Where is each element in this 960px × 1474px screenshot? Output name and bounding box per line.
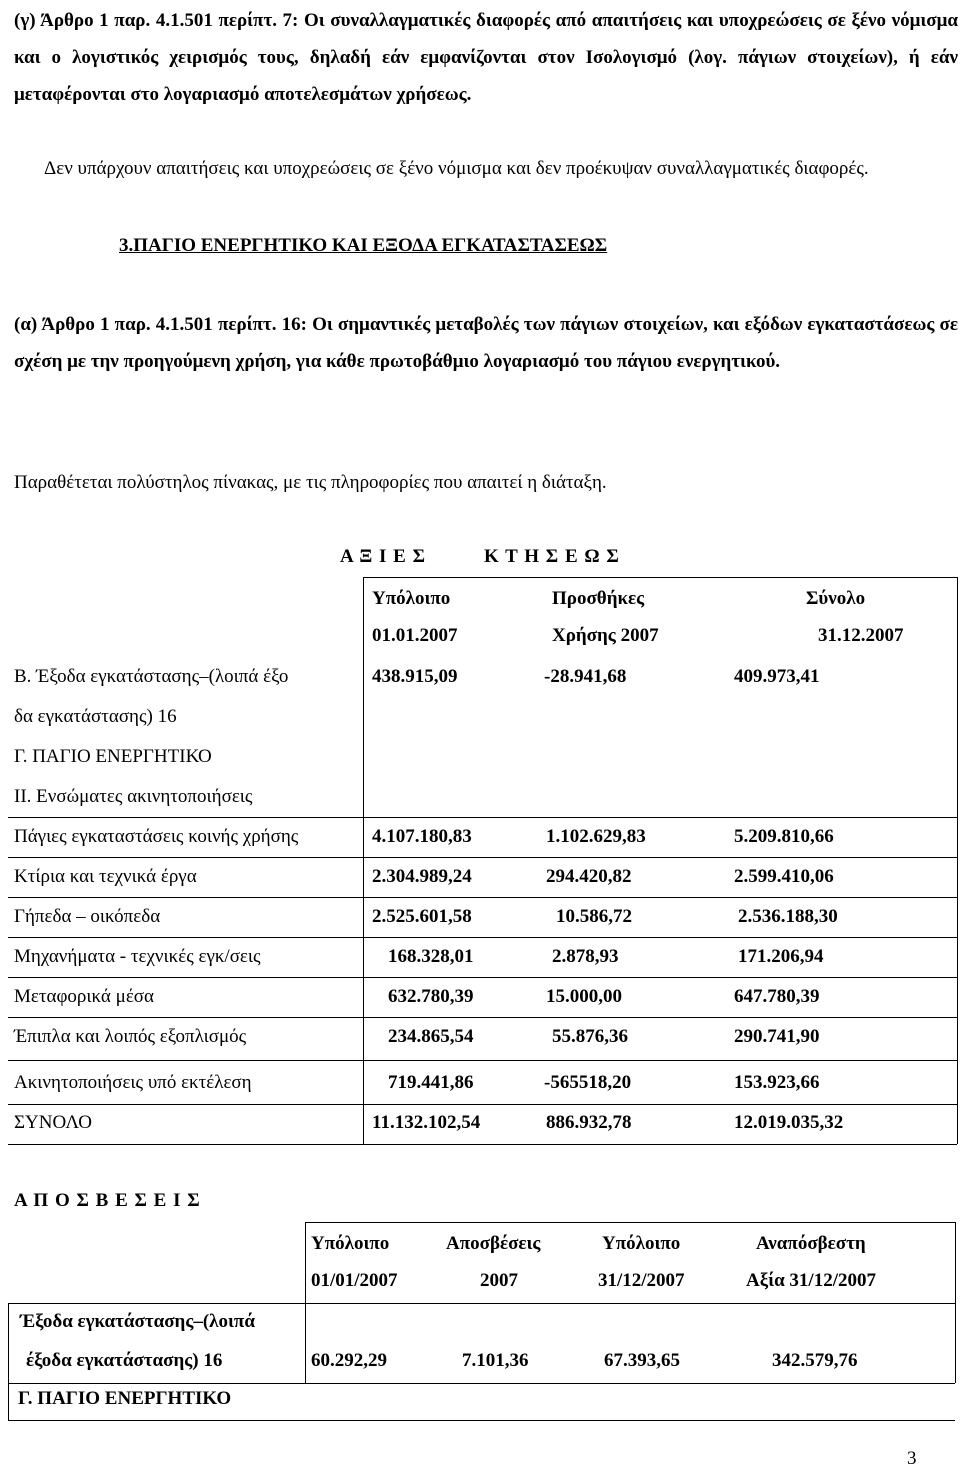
acq-total-balance: 11.132.102,54 <box>372 1112 481 1133</box>
acq-row-balance: 234.865,54 <box>388 1026 474 1047</box>
acq-b-value-total: 409.973,41 <box>734 666 820 687</box>
acq-b-value-additions: -28.941,68 <box>544 666 627 687</box>
acq-row-label: Γήπεδα – οικόπεδα <box>14 906 161 927</box>
acq-header-additions-2: Χρήσης 2007 <box>552 625 659 646</box>
acq-row-label: Μεταφορικά μέσα <box>14 986 154 1007</box>
section-g-text: Οι συναλλαγματικές διαφορές από απαιτήσεις και υποχρεώσεις σε ξένο νόμισμα και ο λογιστικός χειρισμός τους, δηλαδή εάν εμφανίζονται στον Ισολογισμό (λογ. πάγιων στοιχείων), ή εάν μεταφέρονται στο λογαριασμό αποτελεσμάτων χρήσεως. <box>14 10 958 105</box>
acq-row-label: Έπιπλα και λοιπός εξοπλισμός <box>14 1026 247 1047</box>
acq-row-balance: 2.304.989,24 <box>372 866 472 887</box>
dep-header-depreciation-1: Αποσβέσεις <box>446 1233 541 1254</box>
acq-row-additions: 10.586,72 <box>556 906 632 927</box>
acquisitions-title-left: Α Ξ Ι Ε Σ <box>340 546 427 567</box>
acq-row-total: 2.536.188,30 <box>738 906 838 927</box>
acq-row-balance: 719.441,86 <box>388 1072 474 1093</box>
page-number: 3 <box>907 1448 917 1469</box>
acq-row-additions: 2.878,93 <box>552 946 619 967</box>
acq-header-balance-2: 01.01.2007 <box>372 625 458 646</box>
acq-row-total: 171.206,94 <box>738 946 824 967</box>
section-3-heading: 3.ΠΑΓΙΟ ΕΝΕΡΓΗΤΙΚΟ ΚΑΙ ΕΞΟΔΑ ΕΓΚΑΤΑΣΤΑΣΕΩΣ <box>119 235 608 256</box>
section-g-paragraph <box>14 2 958 113</box>
dep-header-net-value-2: Αξία 31/12/2007 <box>746 1270 876 1291</box>
acq-b-label-1: Β. Έξοδα εγκατάστασης–(λοιπά έξο <box>14 666 289 687</box>
dep-row-label-1: Έξοδα εγκατάστασης–(λοιπά <box>20 1311 255 1332</box>
acq-row-balance: 4.107.180,83 <box>372 826 472 847</box>
acq-row-total: 647.780,39 <box>734 986 820 1007</box>
acq-row-additions: -565518,20 <box>544 1072 632 1093</box>
acq-row-total: 2.599.410,06 <box>734 866 834 887</box>
dep-row-net-value: 342.579,76 <box>772 1350 858 1371</box>
acq-g-heading: Γ. ΠΑΓΙΟ ΕΝΕΡΓΗΤΙΚΟ <box>14 746 212 767</box>
acq-row-additions: 55.876,36 <box>552 1026 628 1047</box>
dep-g-heading: Γ. ΠΑΓΙΟ ΕΝΕΡΓΗΤΙΚΟ <box>18 1388 232 1409</box>
dep-row-label-2: έξοδα εγκατάστασης) 16 <box>26 1350 223 1371</box>
acquisitions-title-right: Κ Τ Η Σ Ε Ω Σ <box>484 546 620 567</box>
acq-ii-heading: ΙΙ. Ενσώματες ακινητοποιήσεις <box>14 786 253 807</box>
dep-header-balance-start-2: 01/01/2007 <box>311 1270 398 1291</box>
acq-header-total-2: 31.12.2007 <box>818 625 904 646</box>
acq-row-balance: 168.328,01 <box>388 946 474 967</box>
dep-header-balance-start-1: Υπόλοιπο <box>311 1233 390 1254</box>
acq-header-total-1: Σύνολο <box>806 588 866 609</box>
acq-row-additions: 1.102.629,83 <box>546 826 646 847</box>
acq-row-additions: 15.000,00 <box>546 986 622 1007</box>
dep-header-depreciation-2: 2007 <box>480 1270 518 1291</box>
dep-header-balance-end-2: 31/12/2007 <box>598 1270 685 1291</box>
section-g-note: Δεν υπάρχουν απαιτήσεις και υποχρεώσεις σε ξένο νόμισμα και δεν προέκυψαν συναλλαγματικές διαφορές. <box>44 158 869 179</box>
acq-row-total: 290.741,90 <box>734 1026 820 1047</box>
acq-total-total: 12.019.035,32 <box>734 1112 844 1133</box>
dep-row-balance-start: 60.292,29 <box>311 1350 387 1371</box>
section-g-label: (γ) Άρθρο 1 παρ. 4.1.501 περίπτ. 7: <box>14 10 299 31</box>
acq-row-total: 153.923,66 <box>734 1072 820 1093</box>
acq-header-additions-1: Προσθήκες <box>552 588 645 609</box>
acq-row-label: Μηχανήματα - τεχνικές εγκ/σεις <box>14 946 261 967</box>
dep-row-depreciation: 7.101,36 <box>462 1350 529 1371</box>
acq-row-additions: 294.420,82 <box>546 866 632 887</box>
dep-header-balance-end-1: Υπόλοιπο <box>602 1233 681 1254</box>
acq-row-balance: 632.780,39 <box>388 986 474 1007</box>
acq-b-label-2: δα εγκατάστασης) 16 <box>14 706 177 727</box>
acq-total-label: ΣΥΝΟΛΟ <box>14 1112 93 1133</box>
dep-header-net-value-1: Αναπόσβεστη <box>756 1233 866 1254</box>
acq-row-label: Κτίρια και τεχνικά έργα <box>14 866 197 887</box>
acq-row-label: Πάγιες εγκαταστάσεις κοινής χρήσης <box>14 826 299 847</box>
section-a-intro: Παραθέτεται πολύστηλος πίνακας, με τις πληροφορίες που απαιτεί η διάταξη. <box>14 472 607 493</box>
section-a-paragraph: (α) Άρθρο 1 παρ. 4.1.501 περίπτ. 16: Οι σημαντικές μεταβολές των πάγιων στοιχείων, και εξόδων εγκαταστάσεως σε σχέση με την προηγούμενη χρήση, για κάθε πρωτοβάθμιο λογαριασμό του πάγιου ενεργητικού. <box>14 314 958 372</box>
acq-b-value-balance: 438.915,09 <box>372 666 458 687</box>
depreciation-title: Α Π Ο Σ Β Ε Σ Ε Ι Σ <box>14 1190 201 1211</box>
acq-row-balance: 2.525.601,58 <box>372 906 472 927</box>
acq-row-label: Ακινητοποιήσεις υπό εκτέλεση <box>14 1072 252 1093</box>
acq-row-total: 5.209.810,66 <box>734 826 834 847</box>
acq-header-balance-1: Υπόλοιπο <box>372 588 451 609</box>
dep-row-balance-end: 67.393,65 <box>604 1350 680 1371</box>
acq-total-additions: 886.932,78 <box>546 1112 632 1133</box>
